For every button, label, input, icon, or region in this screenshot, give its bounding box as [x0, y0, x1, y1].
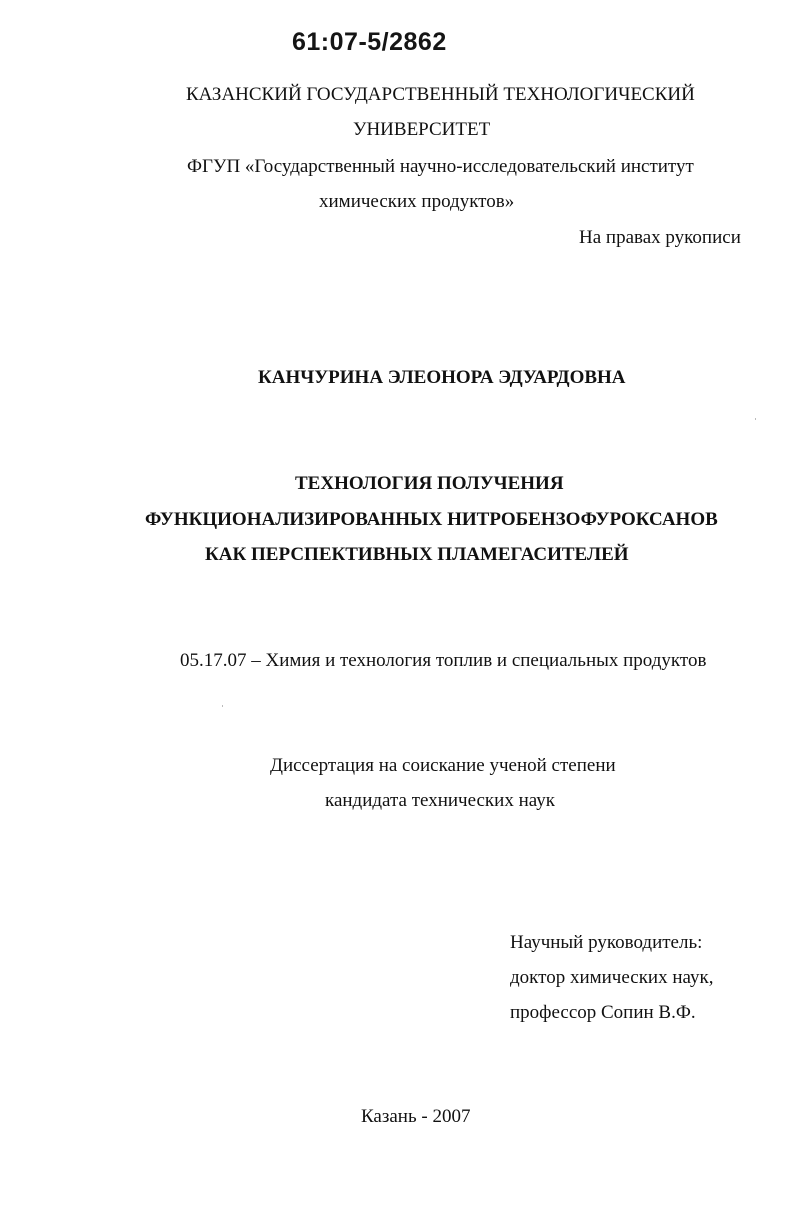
scan-speck — [755, 418, 756, 420]
organization-line-2: химических продуктов» — [319, 191, 515, 212]
specialty-code: 05.17.07 – Химия и технология топлив и специальных продуктов — [180, 650, 707, 671]
institution-line-2: УНИВЕРСИТЕТ — [353, 119, 491, 140]
supervisor-label: Научный руководитель: — [510, 932, 703, 953]
scan-speck — [222, 705, 223, 707]
institution-line-1: КАЗАНСКИЙ ГОСУДАРСТВЕННЫЙ ТЕХНОЛОГИЧЕСКИЙ — [186, 84, 695, 105]
supervisor-name: профессор Сопин В.Ф. — [510, 1002, 696, 1023]
organization-line-1: ФГУП «Государственный научно-исследовательский институт — [187, 156, 694, 177]
degree-line-1: Диссертация на соискание ученой степени — [270, 755, 616, 776]
degree-line-2: кандидата технических наук — [325, 790, 555, 811]
supervisor-degree: доктор химических наук, — [510, 967, 714, 988]
title-line-2: ФУНКЦИОНАЛИЗИРОВАННЫХ НИТРОБЕНЗОФУРОКСАНОВ — [145, 509, 718, 530]
archive-code-stamp: 61:07-5/2862 — [292, 28, 447, 56]
manuscript-note: На правах рукописи — [579, 227, 741, 248]
title-line-1: ТЕХНОЛОГИЯ ПОЛУЧЕНИЯ — [295, 473, 564, 494]
title-line-3: КАК ПЕРСПЕКТИВНЫХ ПЛАМЕГАСИТЕЛЕЙ — [205, 544, 629, 565]
city-year: Казань - 2007 — [361, 1106, 471, 1127]
author-name: КАНЧУРИНА ЭЛЕОНОРА ЭДУАРДОВНА — [258, 367, 626, 388]
